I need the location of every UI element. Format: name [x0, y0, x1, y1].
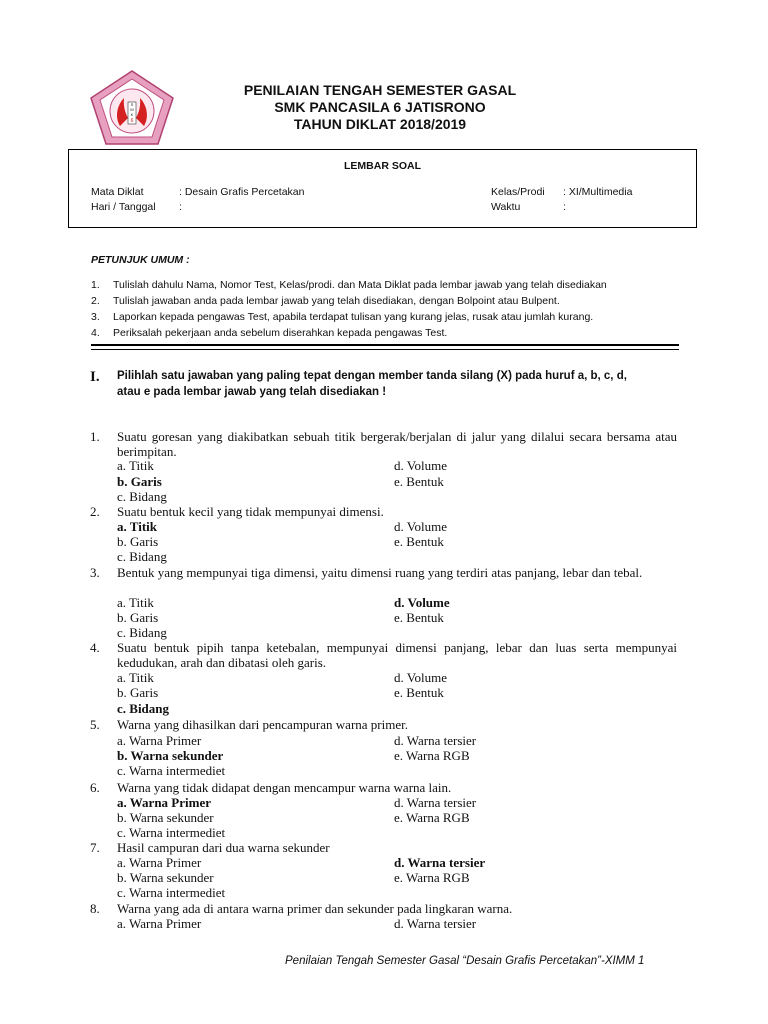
section-line2: atau e pada lembar jawab yang telah disediakan !	[117, 386, 387, 398]
question-number: 7.	[90, 840, 100, 855]
question-number: 3.	[90, 565, 100, 580]
question-number: 4.	[90, 640, 100, 655]
mata-label: Mata Diklat	[91, 186, 144, 198]
divider-thick	[91, 344, 679, 346]
question-number: 8.	[90, 901, 100, 916]
option-a: a. Titik	[117, 519, 157, 534]
option-e: e. Warna RGB	[394, 810, 470, 825]
option-e: e. Bentuk	[394, 534, 444, 549]
option-d: d. Volume	[394, 595, 450, 610]
kelas-value: : XI/Multimedia	[563, 186, 633, 198]
hari-value: :	[179, 201, 182, 213]
option-c: c. Warna intermediet	[117, 885, 226, 900]
divider-thin	[91, 349, 679, 350]
option-e: e. Warna RGB	[394, 870, 470, 885]
option-e: e. Bentuk	[394, 685, 444, 700]
section-number: I.	[90, 369, 100, 385]
option-a: a. Warna Primer	[117, 795, 211, 810]
option-b: b. Warna sekunder	[117, 870, 214, 885]
option-b: b. Garis	[117, 610, 159, 625]
option-c: c. Bidang	[117, 701, 170, 716]
option-a: a. Titik	[117, 458, 154, 473]
header-line3: TAHUN DIKLAT 2018/2019	[293, 116, 467, 132]
option-a: a. Titik	[117, 670, 154, 685]
option-b: b. Warna sekunder	[117, 748, 224, 763]
question-number: 2.	[90, 504, 100, 519]
option-a: a. Warna Primer	[117, 855, 202, 870]
question-text: Suatu goresan yang diakibatkan sebuah titik bergerak/berjalan di jalur yang dilalui secara bersama atau berimpitan.	[117, 429, 677, 459]
option-b: b. Garis	[117, 474, 162, 489]
question-text: Hasil campuran dari dua warna sekunder	[117, 840, 330, 855]
petunjuk-title: PETUNJUK UMUM :	[91, 254, 190, 266]
option-c: c. Bidang	[117, 489, 167, 504]
option-d: d. Volume	[394, 519, 447, 534]
option-d: d. Warna tersier	[394, 733, 477, 748]
sheet-title: LEMBAR SOAL	[344, 160, 421, 172]
waktu-label: Waktu	[491, 201, 521, 213]
mata-value: : Desain Grafis Percetakan	[179, 186, 305, 198]
option-d: d. Warna tersier	[394, 795, 477, 810]
option-d: d. Warna tersier	[394, 855, 486, 870]
option-a: a. Warna Primer	[117, 733, 202, 748]
option-b: b. Garis	[117, 685, 159, 700]
option-e: e. Warna RGB	[394, 748, 470, 763]
question-text: Suatu bentuk kecil yang tidak mempunyai dimensi.	[117, 504, 384, 519]
hari-label: Hari / Tanggal	[91, 201, 156, 213]
option-c: c. Warna intermediet	[117, 825, 226, 840]
question-number: 1.	[90, 429, 100, 444]
kelas-label: Kelas/Prodi	[491, 186, 545, 198]
svg-text:S: S	[130, 102, 134, 107]
option-b: b. Garis	[117, 534, 159, 549]
svg-text:6: 6	[130, 118, 134, 124]
option-c: c. Bidang	[117, 625, 167, 640]
option-a: a. Warna Primer	[117, 916, 202, 931]
question-number: 6.	[90, 780, 100, 795]
question-text: Warna yang dihasilkan dari pencampuran warna primer.	[117, 717, 408, 732]
section-line1: Pilihlah satu jawaban yang paling tepat dengan member tanda silang (X) pada huruf a, b, c, d,	[117, 370, 627, 382]
header-line1: PENILAIAN TENGAH SEMESTER GASAL	[243, 82, 517, 98]
question-number: 5.	[90, 717, 100, 732]
question-text: Bentuk yang mempunyai tiga dimensi, yaitu dimensi ruang yang terdiri atas panjang, lebar dan tebal.	[117, 565, 643, 580]
option-c: c. Warna intermediet	[117, 763, 226, 778]
page-footer: Penilaian Tengah Semester Gasal “Desain Grafis Percetakan”-XIMM 1	[285, 955, 645, 967]
option-b: b. Warna sekunder	[117, 810, 214, 825]
waktu-value: :	[563, 201, 566, 213]
school-logo	[88, 68, 176, 148]
option-d: d. Volume	[394, 670, 447, 685]
question-text: Warna yang ada di antara warna primer dan sekunder pada lingkaran warna.	[117, 901, 513, 916]
question-text: Suatu bentuk pipih tanpa ketebalan, mempunyai dimensi panjang, lebar dan luas serta mempunyai kedudukan, arah dan dibatasi oleh garis.	[117, 640, 677, 670]
info-box	[68, 149, 697, 228]
option-e: e. Bentuk	[394, 610, 444, 625]
header-line2: SMK PANCASILA 6 JATISRONO	[274, 99, 486, 115]
option-c: c. Bidang	[117, 549, 167, 564]
option-e: e. Bentuk	[394, 474, 444, 489]
option-d: d. Warna tersier	[394, 916, 477, 931]
question-text: Warna yang tidak didapat dengan mencampur warna warna lain.	[117, 780, 452, 795]
svg-text:M: M	[130, 107, 134, 112]
option-a: a. Titik	[117, 595, 154, 610]
option-d: d. Volume	[394, 458, 447, 473]
svg-text:K: K	[130, 112, 134, 117]
